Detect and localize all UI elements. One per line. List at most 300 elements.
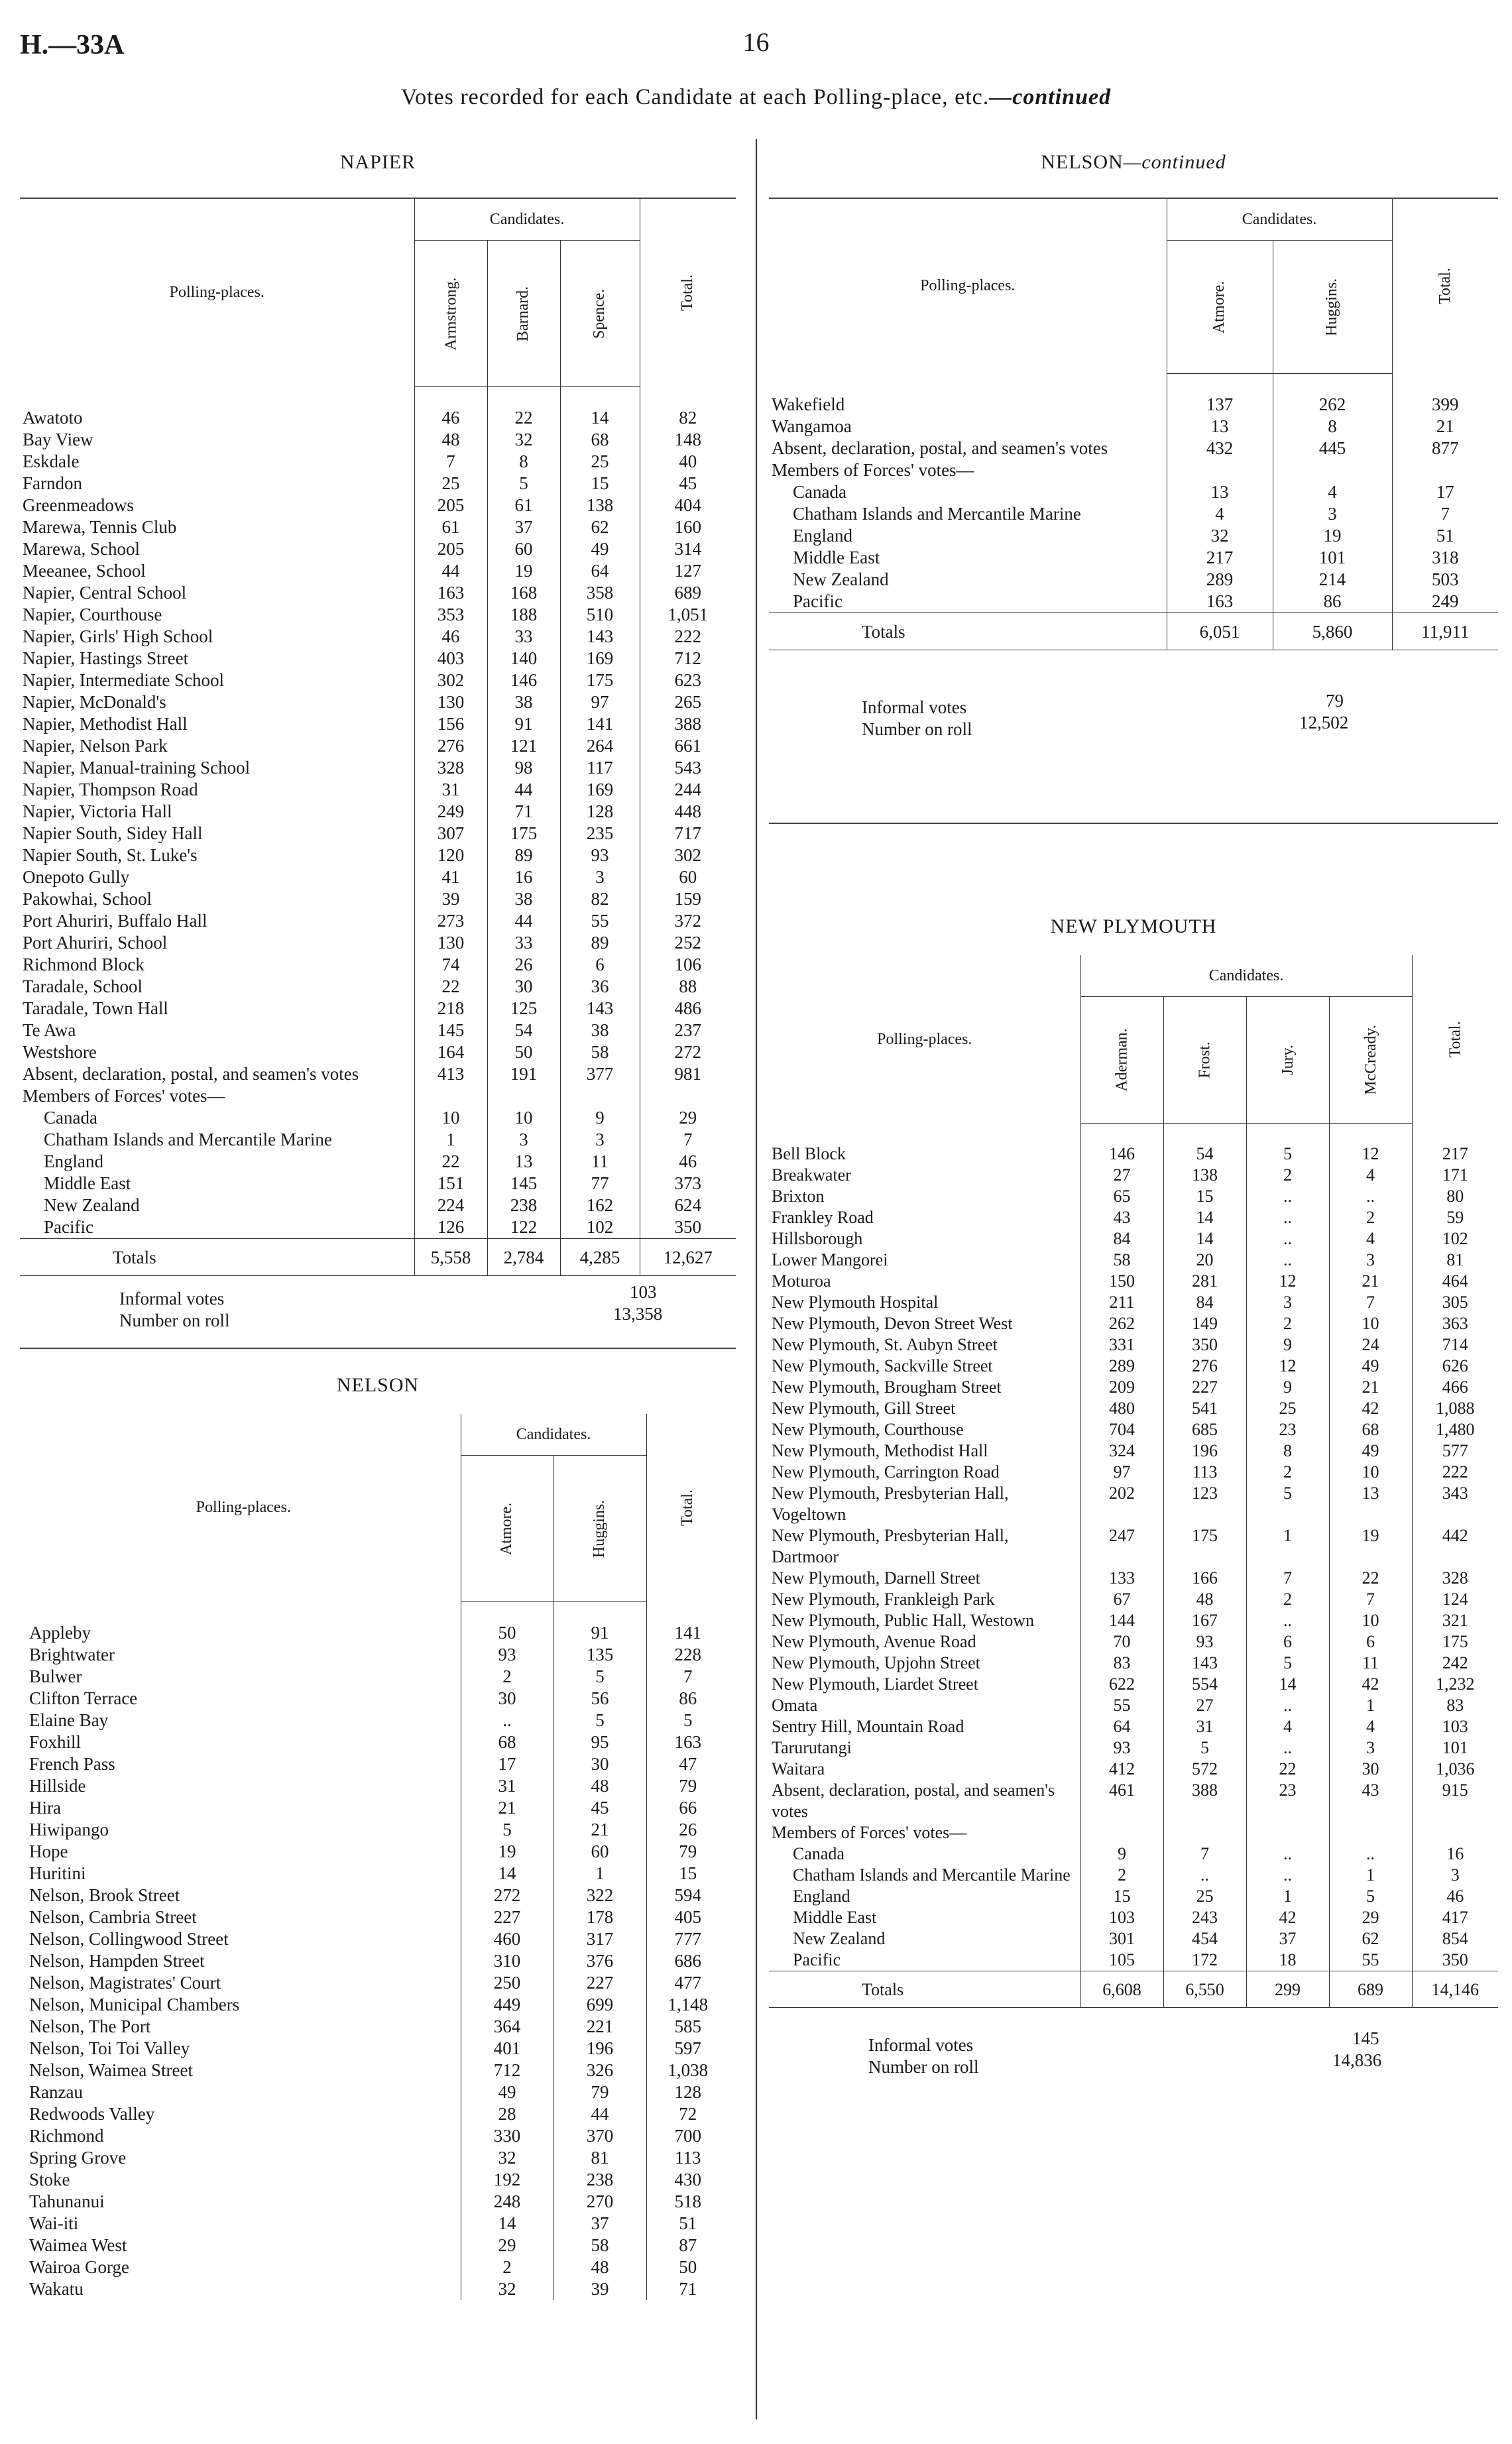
- table-row: [20, 387, 736, 430]
- polling-place: Napier, Central School: [23, 583, 187, 603]
- vote-count: 353: [414, 604, 487, 626]
- row-total: 714: [1412, 1334, 1498, 1356]
- polling-place: Nelson, Magistrates' Court: [29, 1973, 221, 1993]
- polling-place: Napier, Intermediate School: [23, 670, 225, 690]
- vote-count: 7: [1163, 1843, 1246, 1865]
- vote-count: 145: [487, 1173, 560, 1194]
- row-total: 717: [640, 823, 736, 844]
- vote-count: 31: [1163, 1716, 1246, 1737]
- vote-count: 8: [1273, 416, 1392, 437]
- row-total: 7: [1392, 503, 1498, 525]
- vote-count: 60: [487, 538, 560, 560]
- total-value: 6,550: [1163, 1971, 1246, 2008]
- row-total: 350: [1412, 1949, 1498, 1971]
- vote-count: 89: [487, 844, 560, 866]
- vote-count: 5: [1246, 1653, 1329, 1674]
- row-total: 318: [1392, 547, 1498, 569]
- vote-count: 370: [553, 2125, 646, 2147]
- vote-count: 227: [553, 1972, 646, 1994]
- column-divider: [756, 139, 757, 2419]
- table-row: [769, 1207, 1498, 1228]
- vote-count: 46: [414, 387, 487, 430]
- vote-count: 205: [414, 495, 487, 516]
- vote-count: 61: [414, 516, 487, 538]
- candidates-header: Candidates.: [414, 199, 640, 241]
- table-row: [27, 2060, 729, 2081]
- vote-count: 55: [560, 910, 640, 932]
- vote-count: 93: [1163, 1631, 1246, 1653]
- vote-count: 44: [414, 560, 487, 582]
- vote-count: 6: [560, 954, 640, 976]
- vote-count: 14: [1163, 1207, 1246, 1228]
- table-row: [769, 1292, 1498, 1313]
- vote-count: ..: [1246, 1610, 1329, 1631]
- polling-place: New Plymouth, St. Aubyn Street: [772, 1335, 998, 1354]
- vote-count: 64: [1080, 1716, 1163, 1737]
- total-value: 2,784: [487, 1239, 560, 1276]
- vote-count: 150: [1080, 1271, 1163, 1292]
- polling-place: Appleby: [29, 1622, 91, 1643]
- table-row: [20, 1041, 736, 1063]
- total-value: 12,627: [640, 1239, 736, 1276]
- vote-count: 4: [1329, 1228, 1412, 1250]
- polling-place: New Plymouth, Devon Street West: [772, 1314, 1013, 1333]
- vote-count: 54: [1163, 1124, 1246, 1165]
- row-total: 1,038: [646, 2060, 729, 2081]
- table-row: [27, 2147, 729, 2169]
- candidate-name: Jury.: [1279, 1045, 1297, 1075]
- polling-place: Canada: [44, 1108, 97, 1128]
- table-row: [769, 525, 1498, 547]
- vote-count: ..: [1163, 1865, 1246, 1886]
- row-total: [1412, 1822, 1498, 1843]
- vote-count: 572: [1163, 1759, 1246, 1780]
- table-row: [20, 560, 736, 582]
- table-row: [27, 1863, 729, 1885]
- vote-count: 58: [1080, 1250, 1163, 1271]
- row-total: 16: [1412, 1843, 1498, 1865]
- polling-place: Wakatu: [29, 2279, 84, 2299]
- candidate-name: Huggins.: [1323, 278, 1341, 336]
- vote-count: 101: [1273, 547, 1392, 569]
- table-row: [27, 1906, 729, 1928]
- vote-count: 31: [461, 1775, 553, 1797]
- vote-count: 121: [487, 735, 560, 757]
- total-header-label: Total.: [1436, 268, 1454, 305]
- polling-place: Pakowhai, School: [23, 889, 152, 909]
- polling-place: New Plymouth, Methodist Hall: [772, 1441, 988, 1460]
- row-total: 5: [646, 1710, 729, 1731]
- row-total: 237: [640, 1019, 736, 1041]
- table-row: [769, 1737, 1498, 1759]
- vote-count: 15: [560, 473, 640, 495]
- polling-place: Absent, declaration, postal, and seamen's votes: [23, 1064, 359, 1084]
- vote-count: 30: [487, 976, 560, 998]
- table-row: [20, 998, 736, 1019]
- vote-count: 10: [414, 1107, 487, 1129]
- table-row: [27, 1994, 729, 2016]
- polling-place: Clifton Terrace: [29, 1688, 138, 1708]
- row-total: 1,051: [640, 604, 736, 626]
- vote-count: 26: [487, 954, 560, 976]
- table-row: [769, 547, 1498, 569]
- vote-count: 1: [414, 1129, 487, 1151]
- row-total: 3: [1412, 1865, 1498, 1886]
- vote-count: 22: [414, 976, 487, 998]
- vote-count: 5: [553, 1710, 646, 1731]
- row-total: 585: [646, 2016, 729, 2038]
- polling-place: Brixton: [772, 1187, 825, 1206]
- vote-count: 84: [1080, 1228, 1163, 1250]
- row-total: [1392, 459, 1498, 481]
- vote-count: 412: [1080, 1759, 1163, 1780]
- table-row: [20, 976, 736, 998]
- table-row: [20, 1085, 736, 1107]
- vote-count: 211: [1080, 1292, 1163, 1313]
- vote-count: 163: [414, 582, 487, 604]
- polling-place: Redwoods Valley: [29, 2104, 155, 2124]
- candidate-header: [553, 1456, 646, 1602]
- vote-count: 156: [414, 713, 487, 735]
- row-total: 373: [640, 1173, 736, 1194]
- vote-count: 289: [1080, 1356, 1163, 1377]
- row-total: 1,232: [1412, 1674, 1498, 1695]
- row-total: 148: [640, 429, 736, 451]
- vote-count: 249: [414, 801, 487, 823]
- polling-place: Hillsborough: [772, 1229, 863, 1248]
- total-value: 689: [1329, 1971, 1412, 2008]
- table-row: [769, 1483, 1498, 1525]
- table-row: [20, 516, 736, 538]
- vote-count: 43: [1329, 1780, 1412, 1822]
- vote-count: 6: [1329, 1631, 1412, 1653]
- vote-count: 272: [461, 1885, 553, 1906]
- vote-count: 44: [553, 2103, 646, 2125]
- vote-count: 454: [1163, 1928, 1246, 1949]
- vote-count: 89: [560, 932, 640, 954]
- polling-place: Napier, Manual-training School: [23, 758, 251, 778]
- vote-count: 191: [487, 1063, 560, 1085]
- table-row: [769, 1928, 1498, 1949]
- vote-count: 18: [1246, 1949, 1329, 1971]
- vote-count: 5: [553, 1666, 646, 1688]
- row-total: 577: [1412, 1440, 1498, 1462]
- table-row: [769, 1124, 1498, 1165]
- polling-place: New Plymouth, Avenue Road: [772, 1632, 976, 1651]
- vote-count: 235: [560, 823, 640, 844]
- candidate-name: Atmore.: [498, 1502, 516, 1555]
- polling-place: Taradale, School: [23, 976, 143, 996]
- table-row: [20, 473, 736, 495]
- vote-count: 143: [560, 998, 640, 1019]
- vote-count: 146: [1080, 1124, 1163, 1165]
- polling-place: Te Awa: [23, 1020, 76, 1040]
- vote-count: ..: [461, 1710, 553, 1731]
- polling-place: New Plymouth, Upjohn Street: [772, 1653, 980, 1672]
- vote-count: [1163, 1822, 1246, 1843]
- page-title: [0, 85, 1512, 110]
- vote-count: 331: [1080, 1334, 1163, 1356]
- vote-count: 13: [487, 1151, 560, 1173]
- nelson-rows: [27, 1602, 729, 2301]
- vote-count: 31: [414, 779, 487, 801]
- vote-count: 13: [1167, 481, 1273, 503]
- vote-count: 281: [1163, 1271, 1246, 1292]
- vote-count: 196: [1163, 1440, 1246, 1462]
- polling-place: New Plymouth Hospital: [772, 1293, 939, 1312]
- polling-place: Napier, Hastings Street: [23, 648, 189, 668]
- table-row: [27, 1841, 729, 1863]
- polling-place: Middle East: [793, 548, 880, 567]
- row-total: 66: [646, 1797, 729, 1819]
- vote-count: 2: [1246, 1165, 1329, 1186]
- polling-place: Spring Grove: [29, 2148, 127, 2168]
- polling-place: Napier, McDonald's: [23, 692, 166, 712]
- vote-count: 25: [414, 473, 487, 495]
- table-row: [769, 459, 1498, 481]
- row-total: 252: [640, 932, 736, 954]
- row-total: 417: [1412, 1907, 1498, 1928]
- napier-title: NAPIER: [339, 151, 416, 173]
- table-row: [20, 1063, 736, 1085]
- total-value: 4,285: [560, 1239, 640, 1276]
- row-total: 543: [640, 757, 736, 779]
- row-total: 71: [646, 2278, 729, 2300]
- candidate-name: Aderman.: [1113, 1028, 1131, 1092]
- vote-count: 140: [487, 648, 560, 669]
- totals-label: Totals: [769, 1971, 1080, 2008]
- vote-count: 21: [461, 1797, 553, 1819]
- total-header-label: Total.: [679, 1489, 697, 1527]
- row-total: 17: [1392, 481, 1498, 503]
- vote-count: 13: [1329, 1483, 1412, 1525]
- table-row: [20, 691, 736, 713]
- row-total: 388: [640, 713, 736, 735]
- vote-count: 102: [560, 1216, 640, 1239]
- vote-count: [1080, 1822, 1163, 1843]
- new-plymouth-separator-rule: [769, 823, 1498, 824]
- row-total: 81: [1412, 1250, 1498, 1271]
- table-row: [27, 1753, 729, 1775]
- row-total: 101: [1412, 1737, 1498, 1759]
- row-total: 46: [1412, 1886, 1498, 1907]
- total-value: 11,911: [1392, 613, 1498, 650]
- candidate-name: Frost.: [1196, 1041, 1214, 1078]
- table-row: [20, 669, 736, 691]
- page-title-main: Votes recorded for each Candidate at each Polling-place, etc.: [400, 85, 990, 109]
- vote-count: 32: [1167, 525, 1273, 547]
- vote-count: 250: [461, 1972, 553, 1994]
- row-total: 29: [640, 1107, 736, 1129]
- totals-row: [769, 1971, 1498, 2008]
- vote-count: 93: [560, 844, 640, 866]
- polling-place: Absent, declaration, postal, and seamen's votes: [772, 1780, 1055, 1821]
- polling-place: New Zealand: [44, 1195, 140, 1215]
- row-total: 597: [646, 2038, 729, 2060]
- vote-count: 162: [560, 1194, 640, 1216]
- vote-count: 71: [487, 801, 560, 823]
- table-row: [20, 844, 736, 866]
- table-row: [20, 1129, 736, 1151]
- table-row: [27, 1950, 729, 1972]
- table-row: [769, 1356, 1498, 1377]
- total-header-label: Total.: [679, 274, 697, 312]
- polling-place: New Plymouth, Sackville Street: [772, 1356, 993, 1375]
- vote-count: 58: [560, 1041, 640, 1063]
- vote-count: 330: [461, 2125, 553, 2147]
- row-total: 594: [646, 1885, 729, 1906]
- vote-count: 27: [1163, 1695, 1246, 1716]
- table-row: [27, 1819, 729, 1841]
- vote-count: 302: [414, 669, 487, 691]
- vote-count: 49: [1329, 1356, 1412, 1377]
- row-total: 305: [1412, 1292, 1498, 1313]
- vote-count: 28: [461, 2103, 553, 2125]
- vote-count: 29: [1329, 1907, 1412, 1928]
- polling-place: Greenmeadows: [23, 495, 134, 515]
- vote-count: 9: [1080, 1843, 1163, 1865]
- table-row: [27, 1666, 729, 1688]
- vote-count: 12: [1246, 1271, 1329, 1292]
- table-row: [20, 1151, 736, 1173]
- vote-count: 247: [1080, 1525, 1163, 1568]
- polling-place: Canada: [793, 482, 846, 502]
- vote-count: 3: [1329, 1737, 1412, 1759]
- polling-place: Hira: [29, 1798, 61, 1818]
- vote-count: 32: [487, 429, 560, 451]
- vote-count: 32: [461, 2147, 553, 2169]
- new-plymouth-title: NEW PLYMOUTH: [1050, 915, 1217, 937]
- polling-place: Ranzau: [29, 2082, 83, 2102]
- polling-place: New Plymouth, Presbyterian Hall, Dartmoor: [772, 1526, 1009, 1566]
- row-total: 113: [646, 2147, 729, 2169]
- candidate-name: Huggins.: [591, 1499, 609, 1558]
- row-total: 623: [640, 669, 736, 691]
- total-value: 5,860: [1273, 613, 1392, 650]
- vote-count: 123: [1163, 1483, 1246, 1525]
- vote-count: 2: [1246, 1313, 1329, 1334]
- row-total: 222: [640, 626, 736, 648]
- table-row: [769, 591, 1498, 613]
- vote-count: 7: [414, 451, 487, 473]
- polling-place: Hiwipango: [29, 1820, 109, 1839]
- polling-place: New Plymouth, Brougham Street: [772, 1377, 1002, 1397]
- vote-count: 27: [1080, 1165, 1163, 1186]
- nelson-cont-rows: [769, 374, 1498, 650]
- new-plymouth-table: [769, 955, 1498, 2008]
- polling-place: New Plymouth, Gill Street: [772, 1399, 956, 1418]
- vote-count: 151: [414, 1173, 487, 1194]
- vote-count: 166: [1163, 1568, 1246, 1589]
- candidate-name: McCready.: [1362, 1025, 1379, 1095]
- page-number: 16: [742, 27, 770, 57]
- row-total: 503: [1392, 569, 1498, 591]
- vote-count: 21: [1329, 1377, 1412, 1398]
- roll-label: Number on roll: [862, 719, 972, 739]
- table-row: [769, 1589, 1498, 1610]
- vote-count: 14: [461, 2213, 553, 2235]
- polling-place: Chatham Islands and Mercantile Marine: [44, 1130, 332, 1149]
- table-row: [20, 1173, 736, 1194]
- table-row: [27, 2169, 729, 2191]
- polling-place: Nelson, Waimea Street: [29, 2060, 194, 2080]
- polling-place: New Plymouth, Public Hall, Westown: [772, 1611, 1035, 1630]
- total-value: 6,608: [1080, 1971, 1163, 2008]
- row-total: 21: [1392, 416, 1498, 437]
- vote-count: 103: [1080, 1907, 1163, 1928]
- vote-count: 699: [553, 1994, 646, 2016]
- vote-count: 62: [560, 516, 640, 538]
- vote-count: 273: [414, 910, 487, 932]
- vote-count: 238: [553, 2169, 646, 2191]
- row-total: 302: [640, 844, 736, 866]
- table-row: [769, 437, 1498, 459]
- table-row: [769, 1780, 1498, 1822]
- vote-count: 10: [487, 1107, 560, 1129]
- vote-count: 2: [461, 2256, 553, 2278]
- vote-count: 5: [1163, 1737, 1246, 1759]
- table-row: [769, 416, 1498, 437]
- vote-count: 3: [487, 1129, 560, 1151]
- vote-count: 685: [1163, 1419, 1246, 1440]
- vote-count: 146: [487, 669, 560, 691]
- vote-count: 37: [487, 516, 560, 538]
- polling-place: Canada: [793, 1844, 844, 1863]
- row-total: 314: [640, 538, 736, 560]
- vote-count: 60: [553, 1841, 646, 1863]
- vote-count: 7: [1246, 1568, 1329, 1589]
- vote-count: 30: [461, 1688, 553, 1710]
- vote-count: 122: [487, 1216, 560, 1239]
- row-total: 689: [640, 582, 736, 604]
- polling-place: Nelson, Municipal Chambers: [29, 1995, 240, 2014]
- nelson-title: NELSON: [336, 1374, 420, 1396]
- row-total: 124: [1412, 1589, 1498, 1610]
- vote-count: 130: [414, 691, 487, 713]
- polling-place: Richmond Block: [23, 955, 145, 974]
- table-row: [20, 451, 736, 473]
- table-row: [27, 2235, 729, 2256]
- vote-count: 39: [414, 888, 487, 910]
- vote-count: 56: [553, 1688, 646, 1710]
- vote-count: 350: [1163, 1334, 1246, 1356]
- nelson-continued-name: NELSON: [1041, 151, 1124, 173]
- vote-count: 81: [553, 2147, 646, 2169]
- vote-count: [414, 1085, 487, 1107]
- polling-place: Napier, Girls' High School: [23, 626, 213, 646]
- vote-count: ..: [1246, 1228, 1329, 1250]
- vote-count: ..: [1246, 1737, 1329, 1759]
- table-row: [27, 1602, 729, 1645]
- polling-place: Westshore: [23, 1042, 97, 1062]
- polling-place: Nelson, The Port: [29, 2016, 151, 2036]
- vote-count: 21: [1329, 1271, 1412, 1292]
- vote-count: ..: [1329, 1843, 1412, 1865]
- totals-label: Totals: [769, 613, 1167, 650]
- polling-places-header: Polling-places.: [920, 277, 1016, 295]
- vote-count: 248: [461, 2191, 553, 2213]
- vote-count: 270: [553, 2191, 646, 2213]
- vote-count: [487, 1085, 560, 1107]
- vote-count: 145: [414, 1019, 487, 1041]
- row-total: 981: [640, 1063, 736, 1085]
- row-total: 40: [640, 451, 736, 473]
- vote-count: 84: [1163, 1292, 1246, 1313]
- vote-count: 169: [560, 779, 640, 801]
- totals-row: [20, 1239, 736, 1276]
- vote-count: 29: [461, 2235, 553, 2256]
- table-row: [769, 1525, 1498, 1568]
